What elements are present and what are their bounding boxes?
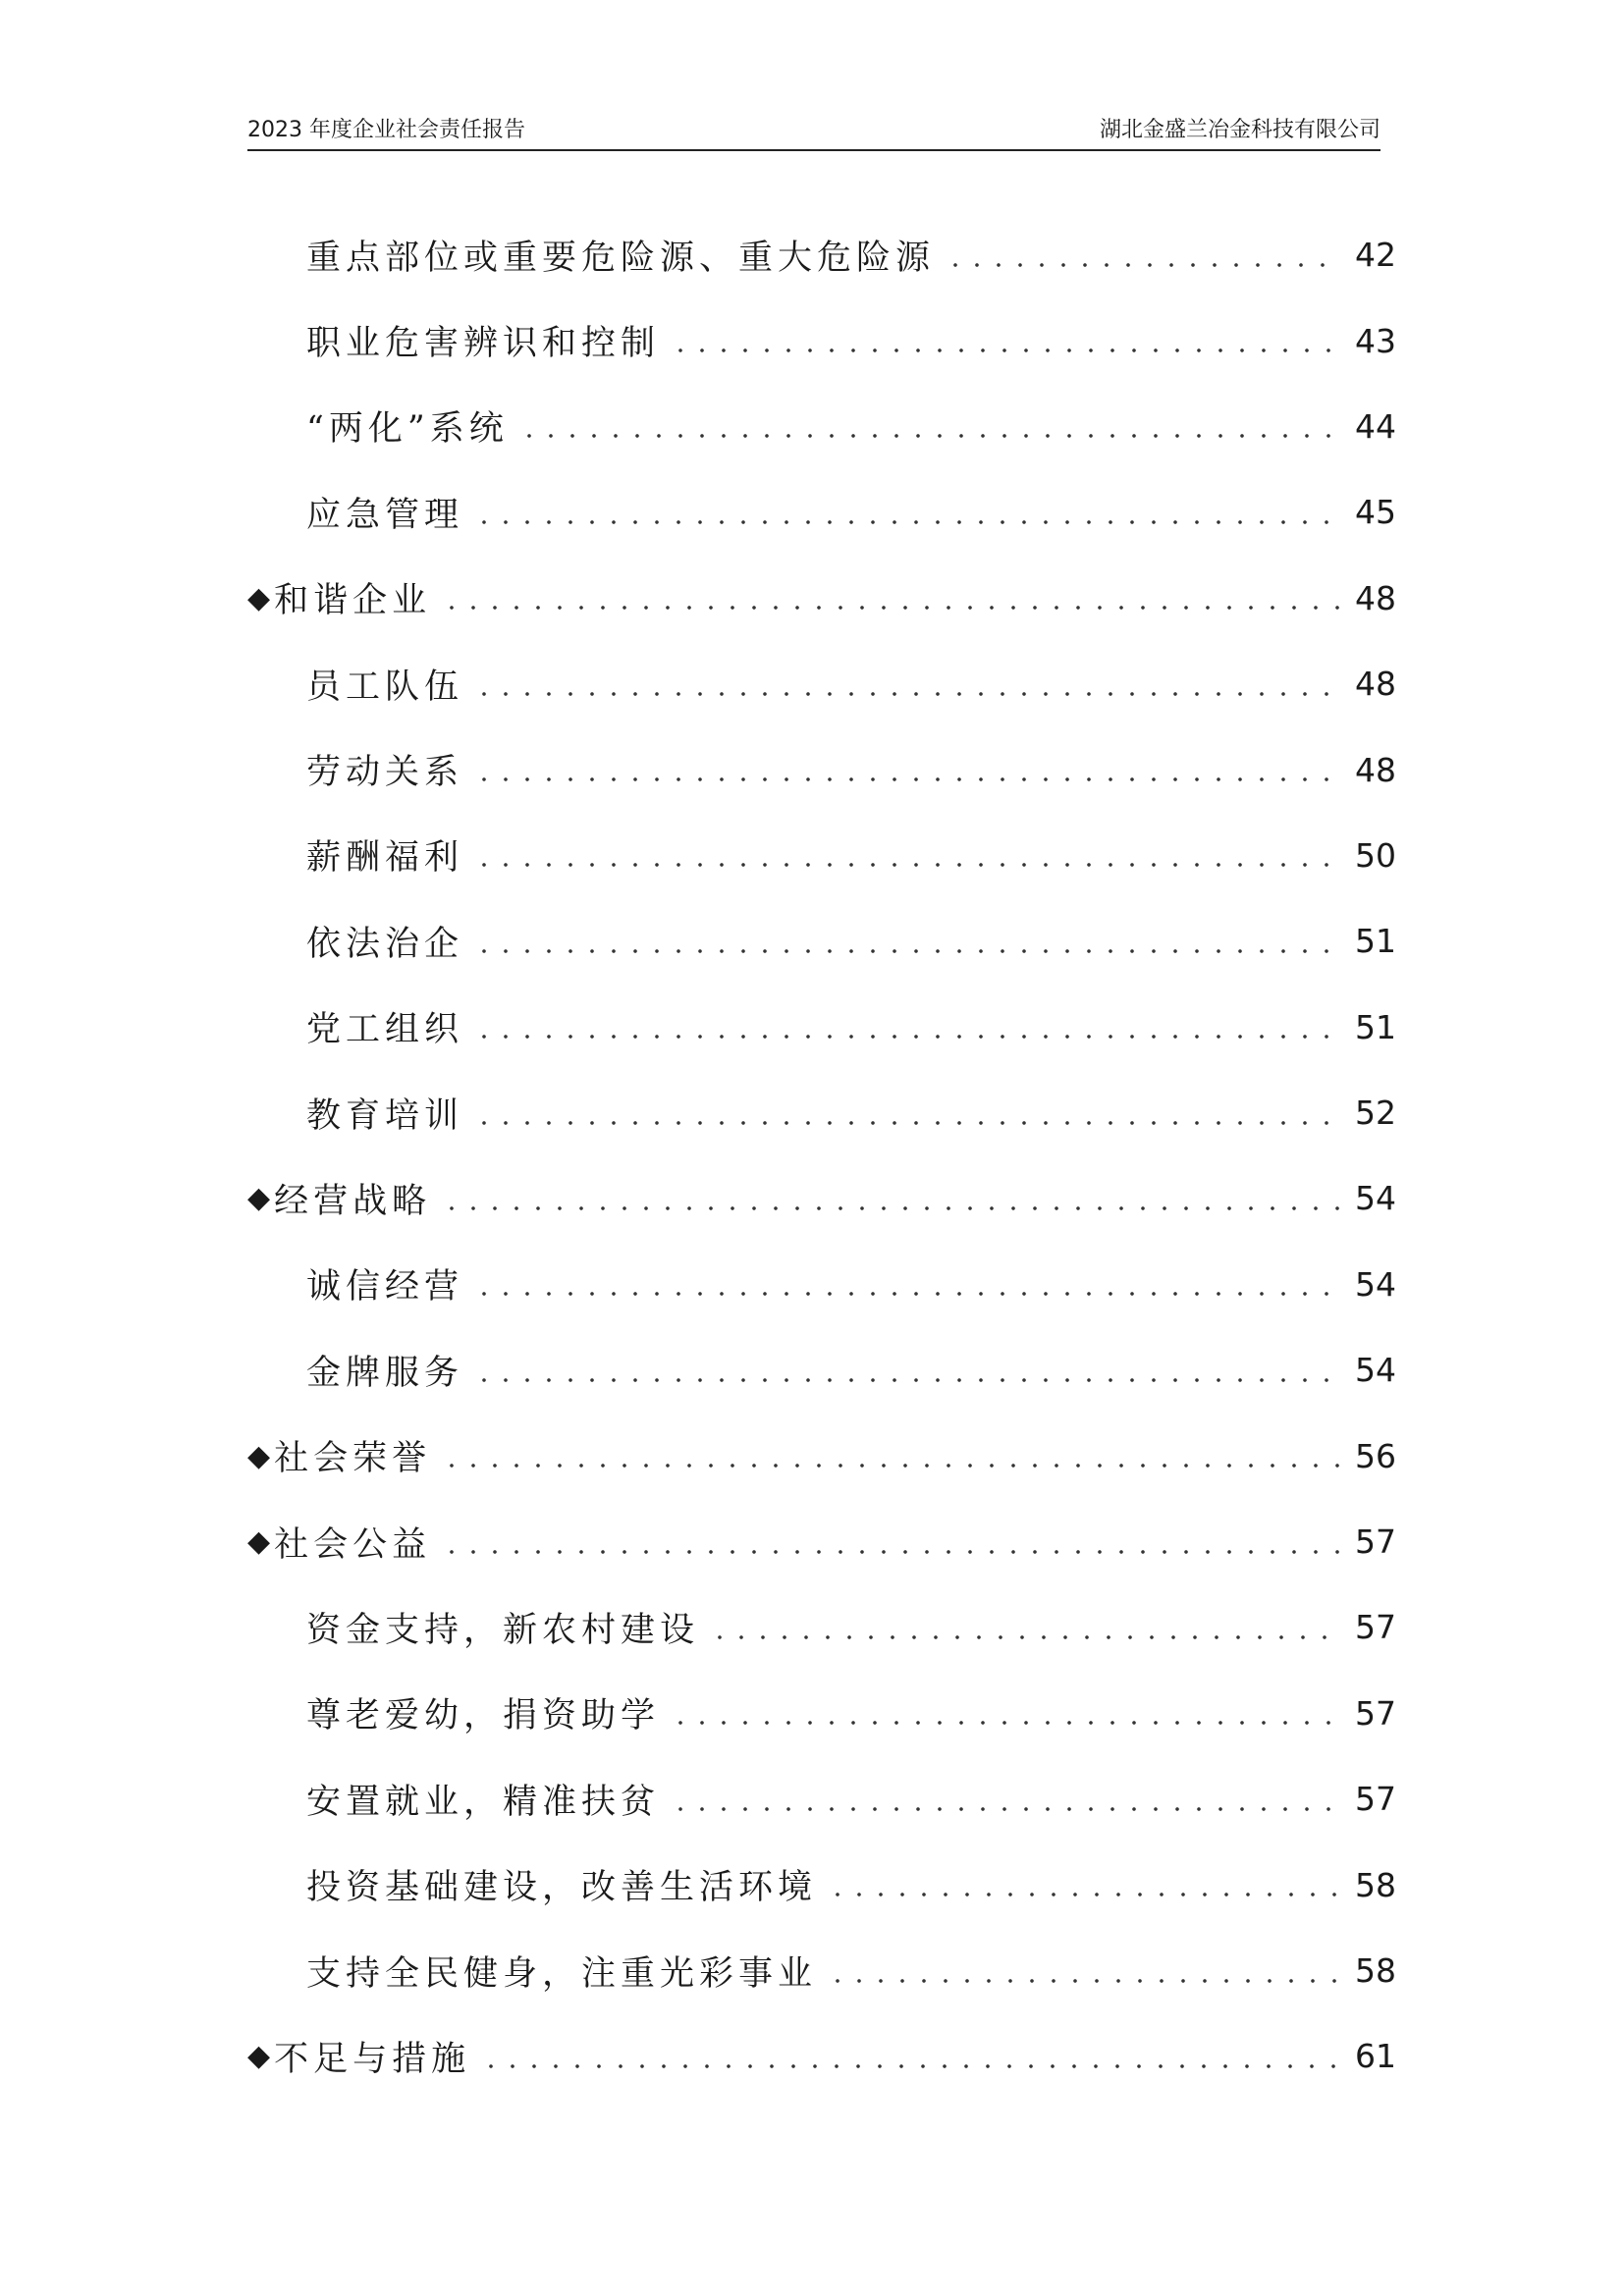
toc-entry-title: 不足与措施 (274, 2039, 471, 2079)
dot-leader (473, 1120, 1341, 1126)
toc-page-number: 57 (1355, 1780, 1396, 1819)
toc-page-number: 45 (1355, 493, 1396, 532)
dot-leader (473, 1034, 1341, 1040)
toc-entry-title: 投资基础建设，改善生活环境 (306, 1868, 818, 1908)
dot-leader (441, 605, 1341, 611)
dot-leader (473, 862, 1341, 868)
toc-subsection-entry[interactable] (247, 813, 1396, 898)
toc-subsection-entry[interactable] (247, 384, 1396, 469)
dot-leader (709, 1634, 1341, 1640)
toc-page-number: 54 (1355, 1264, 1396, 1304)
toc-page-number: 58 (1355, 1951, 1396, 1990)
toc-subsection-entry[interactable] (247, 898, 1396, 984)
toc-entry-title: 重点部位或重要危险源、重大危险源 (306, 238, 936, 278)
dot-leader (670, 347, 1341, 353)
toc-entry-title: 金牌服务 (306, 1353, 464, 1393)
toc-entry-title: 教育培训 (306, 1095, 464, 1136)
toc-entry-title: “两化”系统 (306, 409, 509, 450)
toc-entry-title: 职业危害辨识和控制 (306, 324, 661, 364)
toc-entry-title: 员工队伍 (306, 667, 464, 707)
toc-entry-title: 薪酬福利 (306, 838, 464, 879)
dot-leader (473, 691, 1341, 697)
toc-page-number: 56 (1355, 1436, 1396, 1475)
toc-page-number: 52 (1355, 1094, 1396, 1133)
toc-page-number: 48 (1355, 578, 1396, 617)
toc-subsection-entry[interactable] (247, 1070, 1396, 1155)
toc-section-entry[interactable] (247, 2013, 1396, 2099)
toc-page-number: 57 (1355, 1608, 1396, 1647)
toc-subsection-entry[interactable] (247, 1671, 1396, 1756)
dot-leader (670, 1720, 1341, 1726)
dot-leader (473, 1377, 1341, 1383)
toc-entry-title: 社会公益 (274, 1524, 432, 1565)
toc-subsection-entry[interactable] (247, 1327, 1396, 1413)
diamond-bullet-icon: ◆ (247, 2039, 271, 2074)
toc-entry-title: 诚信经营 (306, 1267, 464, 1308)
diamond-bullet-icon: ◆ (247, 1524, 271, 1560)
toc-page-number: 50 (1355, 835, 1396, 875)
dot-leader (670, 1806, 1341, 1812)
toc-subsection-entry[interactable] (247, 985, 1396, 1070)
dot-leader (480, 2063, 1341, 2069)
dot-leader (441, 1549, 1341, 1555)
toc-entry-title: 党工组织 (306, 1010, 464, 1050)
diamond-bullet-icon: ◆ (247, 580, 271, 615)
toc-page-number: 43 (1355, 321, 1396, 360)
toc-page-number: 48 (1355, 665, 1396, 704)
toc-entry-title: 安置就业，精准扶贫 (306, 1782, 661, 1822)
toc-page-number: 54 (1355, 1179, 1396, 1218)
toc-section-entry[interactable] (247, 1155, 1396, 1241)
diamond-bullet-icon: ◆ (247, 1438, 271, 1473)
toc-entry-title: 社会荣誉 (274, 1439, 432, 1479)
dot-leader (441, 1463, 1341, 1468)
toc-subsection-entry[interactable] (247, 1584, 1396, 1670)
toc-subsection-entry[interactable] (247, 297, 1396, 383)
dot-leader (473, 519, 1341, 525)
toc-subsection-entry[interactable] (247, 212, 1396, 297)
dot-leader (945, 262, 1341, 268)
toc-entry-title: 资金支持，新农村建设 (306, 1610, 700, 1650)
toc-entry-title: 劳动关系 (306, 753, 464, 793)
toc-entry-title: 应急管理 (306, 495, 464, 535)
toc-page-number: 51 (1355, 1007, 1396, 1046)
toc-subsection-entry[interactable] (247, 641, 1396, 726)
toc-entry-title: 依法治企 (306, 924, 464, 964)
toc-entry-title: 尊老爱幼，捐资助学 (306, 1696, 661, 1736)
toc-page-number: 58 (1355, 1865, 1396, 1904)
toc-page-number: 48 (1355, 750, 1396, 789)
toc-section-entry[interactable] (247, 1499, 1396, 1584)
dot-leader (473, 948, 1341, 954)
toc-page-number: 44 (1355, 406, 1396, 446)
diamond-bullet-icon: ◆ (247, 1181, 271, 1216)
toc-subsection-entry[interactable] (247, 1842, 1396, 1927)
dot-leader (473, 1291, 1341, 1297)
toc-entry-title: 经营战略 (274, 1181, 432, 1221)
dot-leader (827, 1892, 1341, 1897)
toc-entry-title: 支持全民健身，注重光彩事业 (306, 1953, 818, 1994)
report-title: 2023 年度企业社会责任报告 (247, 118, 525, 142)
page-header (247, 116, 1380, 151)
toc-page-number: 54 (1355, 1351, 1396, 1390)
toc-page-number: 51 (1355, 922, 1396, 961)
toc-section-entry[interactable] (247, 1413, 1396, 1498)
toc-page-number: 42 (1355, 236, 1396, 275)
toc-section-entry[interactable] (247, 556, 1396, 641)
toc-subsection-entry[interactable] (247, 469, 1396, 555)
toc-subsection-entry[interactable] (247, 1928, 1396, 2013)
dot-leader (473, 776, 1341, 782)
table-of-contents (247, 212, 1396, 2100)
toc-entry-title: 和谐企业 (274, 581, 432, 621)
company-name: 湖北金盛兰冶金科技有限公司 (1099, 118, 1380, 142)
dot-leader (441, 1205, 1341, 1211)
toc-page-number: 57 (1355, 1522, 1396, 1562)
toc-subsection-entry[interactable] (247, 726, 1396, 812)
toc-page-number: 61 (1355, 2037, 1396, 2076)
toc-page-number: 57 (1355, 1693, 1396, 1733)
toc-subsection-entry[interactable] (247, 1242, 1396, 1327)
dot-leader (518, 433, 1341, 439)
toc-subsection-entry[interactable] (247, 1756, 1396, 1842)
dot-leader (827, 1978, 1341, 1984)
